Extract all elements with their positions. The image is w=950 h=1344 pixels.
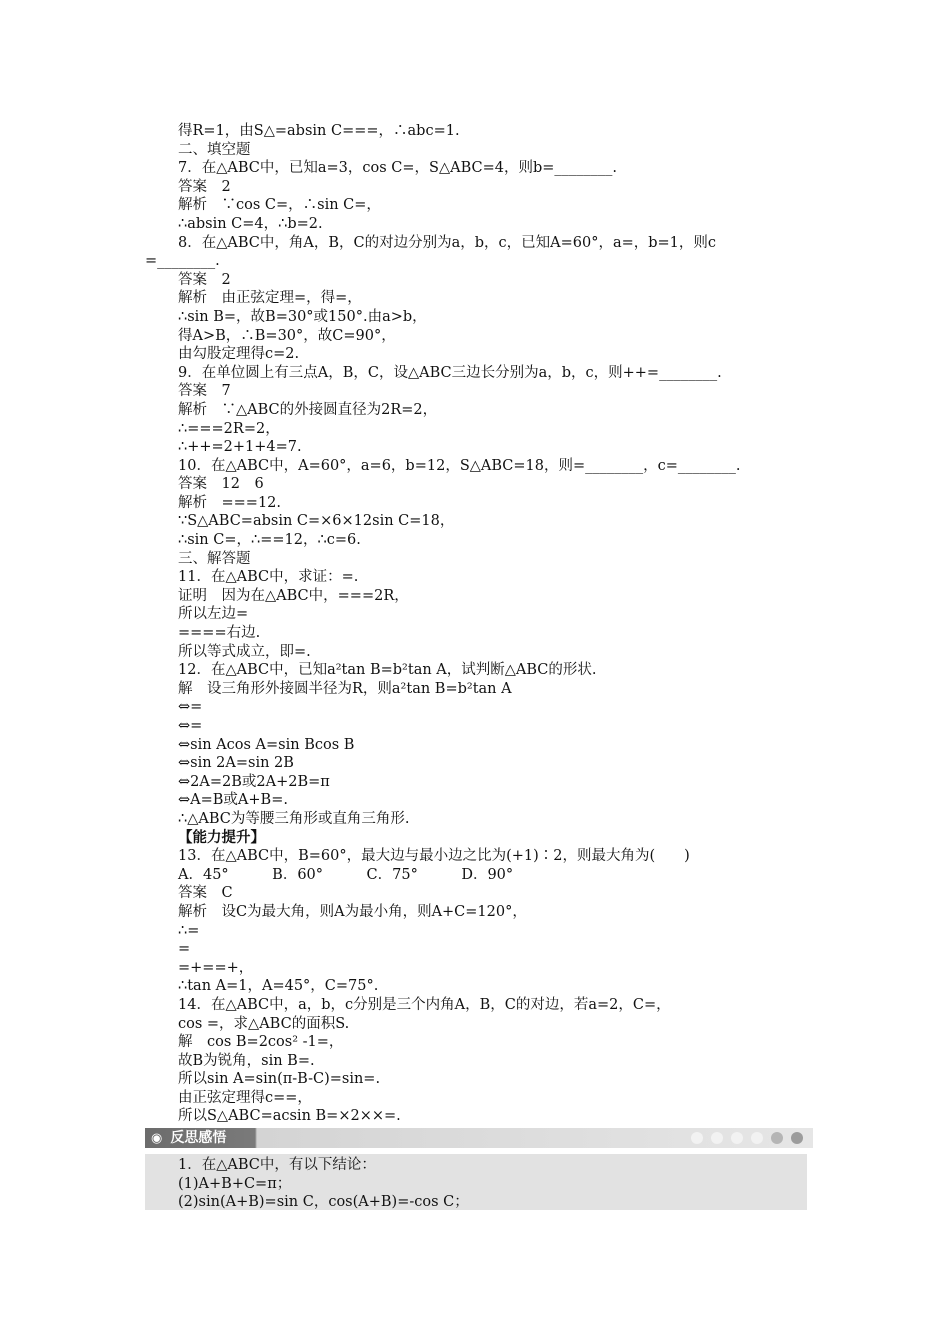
circle-bullet-icon: ◉ bbox=[151, 1131, 163, 1146]
text-line: 证明 因为在△ABC中，===2R， bbox=[178, 587, 409, 604]
text-line: A．45° B．60° C．75° D．90° bbox=[178, 866, 514, 883]
text-line: ⇔A=B或A+B=. bbox=[178, 792, 288, 809]
dot-icon bbox=[691, 1132, 703, 1144]
text-line: = bbox=[178, 941, 191, 958]
text-line: ⇔2A=2B或2A+2B=π bbox=[178, 773, 330, 790]
banner-title-text: 反思感悟 bbox=[170, 1130, 227, 1146]
text-line: 解析 设C为最大角，则A为最小角，则A+C=120°， bbox=[178, 903, 527, 920]
text-line: 故B为锐角，sin B=. bbox=[178, 1052, 315, 1069]
summary-box bbox=[145, 1154, 807, 1210]
text-line: cos =，求△ABC的面积S. bbox=[178, 1015, 350, 1032]
dot-icon bbox=[751, 1132, 763, 1144]
text-line: 答案 C bbox=[178, 885, 233, 902]
text-line: 二、填空题 bbox=[178, 141, 251, 158]
text-line: 解 设三角形外接圆半径为R，则a²tan B=b²tan A bbox=[178, 680, 512, 697]
text-line: ∴△ABC为等腰三角形或直角三角形. bbox=[178, 810, 410, 827]
text-line: 解 cos B=2cos² -1=， bbox=[178, 1034, 344, 1051]
banner-dots bbox=[691, 1132, 803, 1144]
text-line: 12．在△ABC中，已知a²tan B=b²tan A，试判断△ABC的形状. bbox=[178, 662, 597, 679]
dot-icon bbox=[711, 1132, 723, 1144]
dot-icon bbox=[731, 1132, 743, 1144]
text-line: ∴sin B=，故B=30°或150°.由a>b， bbox=[178, 308, 427, 325]
text-line: 【能力提升】 bbox=[178, 828, 265, 846]
text-line: ⇔= bbox=[178, 699, 203, 716]
text-line: ⇔sin 2A=sin 2B bbox=[178, 755, 294, 772]
section-banner bbox=[145, 1128, 813, 1148]
dot-icon bbox=[771, 1132, 783, 1144]
text-line: 8．在△ABC中，角A，B，C的对边分别为a，b，c，已知A=60°，a=，b=1，则c bbox=[178, 234, 717, 251]
text-line: ⇔= bbox=[178, 718, 203, 734]
text-line: =________. bbox=[145, 253, 220, 270]
text-line: 解析 ∵cos C=，∴sin C=， bbox=[178, 197, 381, 214]
text-line: 所以S△ABC=acsin B=×2××=. bbox=[178, 1108, 401, 1125]
text-line: ∴++=2+1+4=7. bbox=[178, 439, 302, 456]
text-line: 解析 由正弦定理=，得=， bbox=[178, 290, 362, 307]
text-line: 由正弦定理得c==， bbox=[178, 1089, 312, 1106]
text-line: 解析 ===12. bbox=[178, 494, 282, 511]
text-line: 13．在△ABC中，B=60°，最大边与最小边之比为(+1)∶2，则最大角为( ) bbox=[178, 848, 690, 865]
summary-line: (2)sin(A+B)=sin C，cos(A+B)=-cos C； bbox=[178, 1194, 469, 1211]
text-line: 7．在△ABC中，已知a=3，cos C=，S△ABC=4，则b=________. bbox=[178, 160, 618, 177]
text-line: ====右边. bbox=[178, 625, 261, 642]
summary-line: 1．在△ABC中，有以下结论： bbox=[178, 1157, 376, 1173]
text-line: ∴===2R=2， bbox=[178, 420, 280, 437]
text-line: 11．在△ABC中，求证：=. bbox=[178, 569, 359, 586]
text-line: 由勾股定理得c=2. bbox=[178, 346, 300, 363]
text-line: 答案 2 bbox=[178, 271, 231, 288]
text-line: 所以sin A=sin(π-B-C)=sin=. bbox=[178, 1071, 381, 1088]
text-line: ∵S△ABC=absin C=×6×12sin C=18， bbox=[178, 513, 455, 530]
text-line: 三、解答题 bbox=[178, 550, 251, 567]
banner-title bbox=[145, 1128, 226, 1148]
document-body bbox=[145, 122, 810, 1126]
text-line: 14．在△ABC中，a，b，c分别是三个内角A，B，C的对边，若a=2，C=， bbox=[178, 996, 671, 1013]
text-line: ∴tan A=1，A=45°，C=75°. bbox=[178, 978, 379, 995]
text-line: ∴sin C=，∴==12，∴c=6. bbox=[178, 532, 361, 549]
text-line: 所以等式成立，即=. bbox=[178, 643, 311, 660]
text-line: 答案 7 bbox=[178, 383, 231, 400]
summary-line: (1)A+B+C=π； bbox=[178, 1175, 292, 1192]
text-line: 解析 ∵△ABC的外接圆直径为2R=2， bbox=[178, 401, 438, 418]
text-line: ⇔sin Acos A=sin Bcos B bbox=[178, 736, 355, 753]
text-line: ∴absin C=4，∴b=2. bbox=[178, 215, 323, 232]
text-line: 所以左边= bbox=[178, 606, 249, 623]
text-line: 得R=1，由S△=absin C===，∴abc=1. bbox=[178, 123, 460, 139]
text-line: ∴= bbox=[178, 922, 200, 939]
text-line: 10．在△ABC中，A=60°，a=6，b=12，S△ABC=18，则=________，c=________. bbox=[178, 457, 741, 474]
text-line: 9．在单位圆上有三点A，B，C，设△ABC三边长分别为a，b，c，则++=________. bbox=[178, 364, 722, 381]
text-line: 得A>B，∴B=30°，故C=90°， bbox=[178, 327, 396, 344]
text-line: 答案 12 6 bbox=[178, 476, 264, 493]
text-line: 答案 2 bbox=[178, 178, 231, 195]
dot-icon bbox=[791, 1132, 803, 1144]
text-line: =+==+， bbox=[178, 959, 254, 976]
